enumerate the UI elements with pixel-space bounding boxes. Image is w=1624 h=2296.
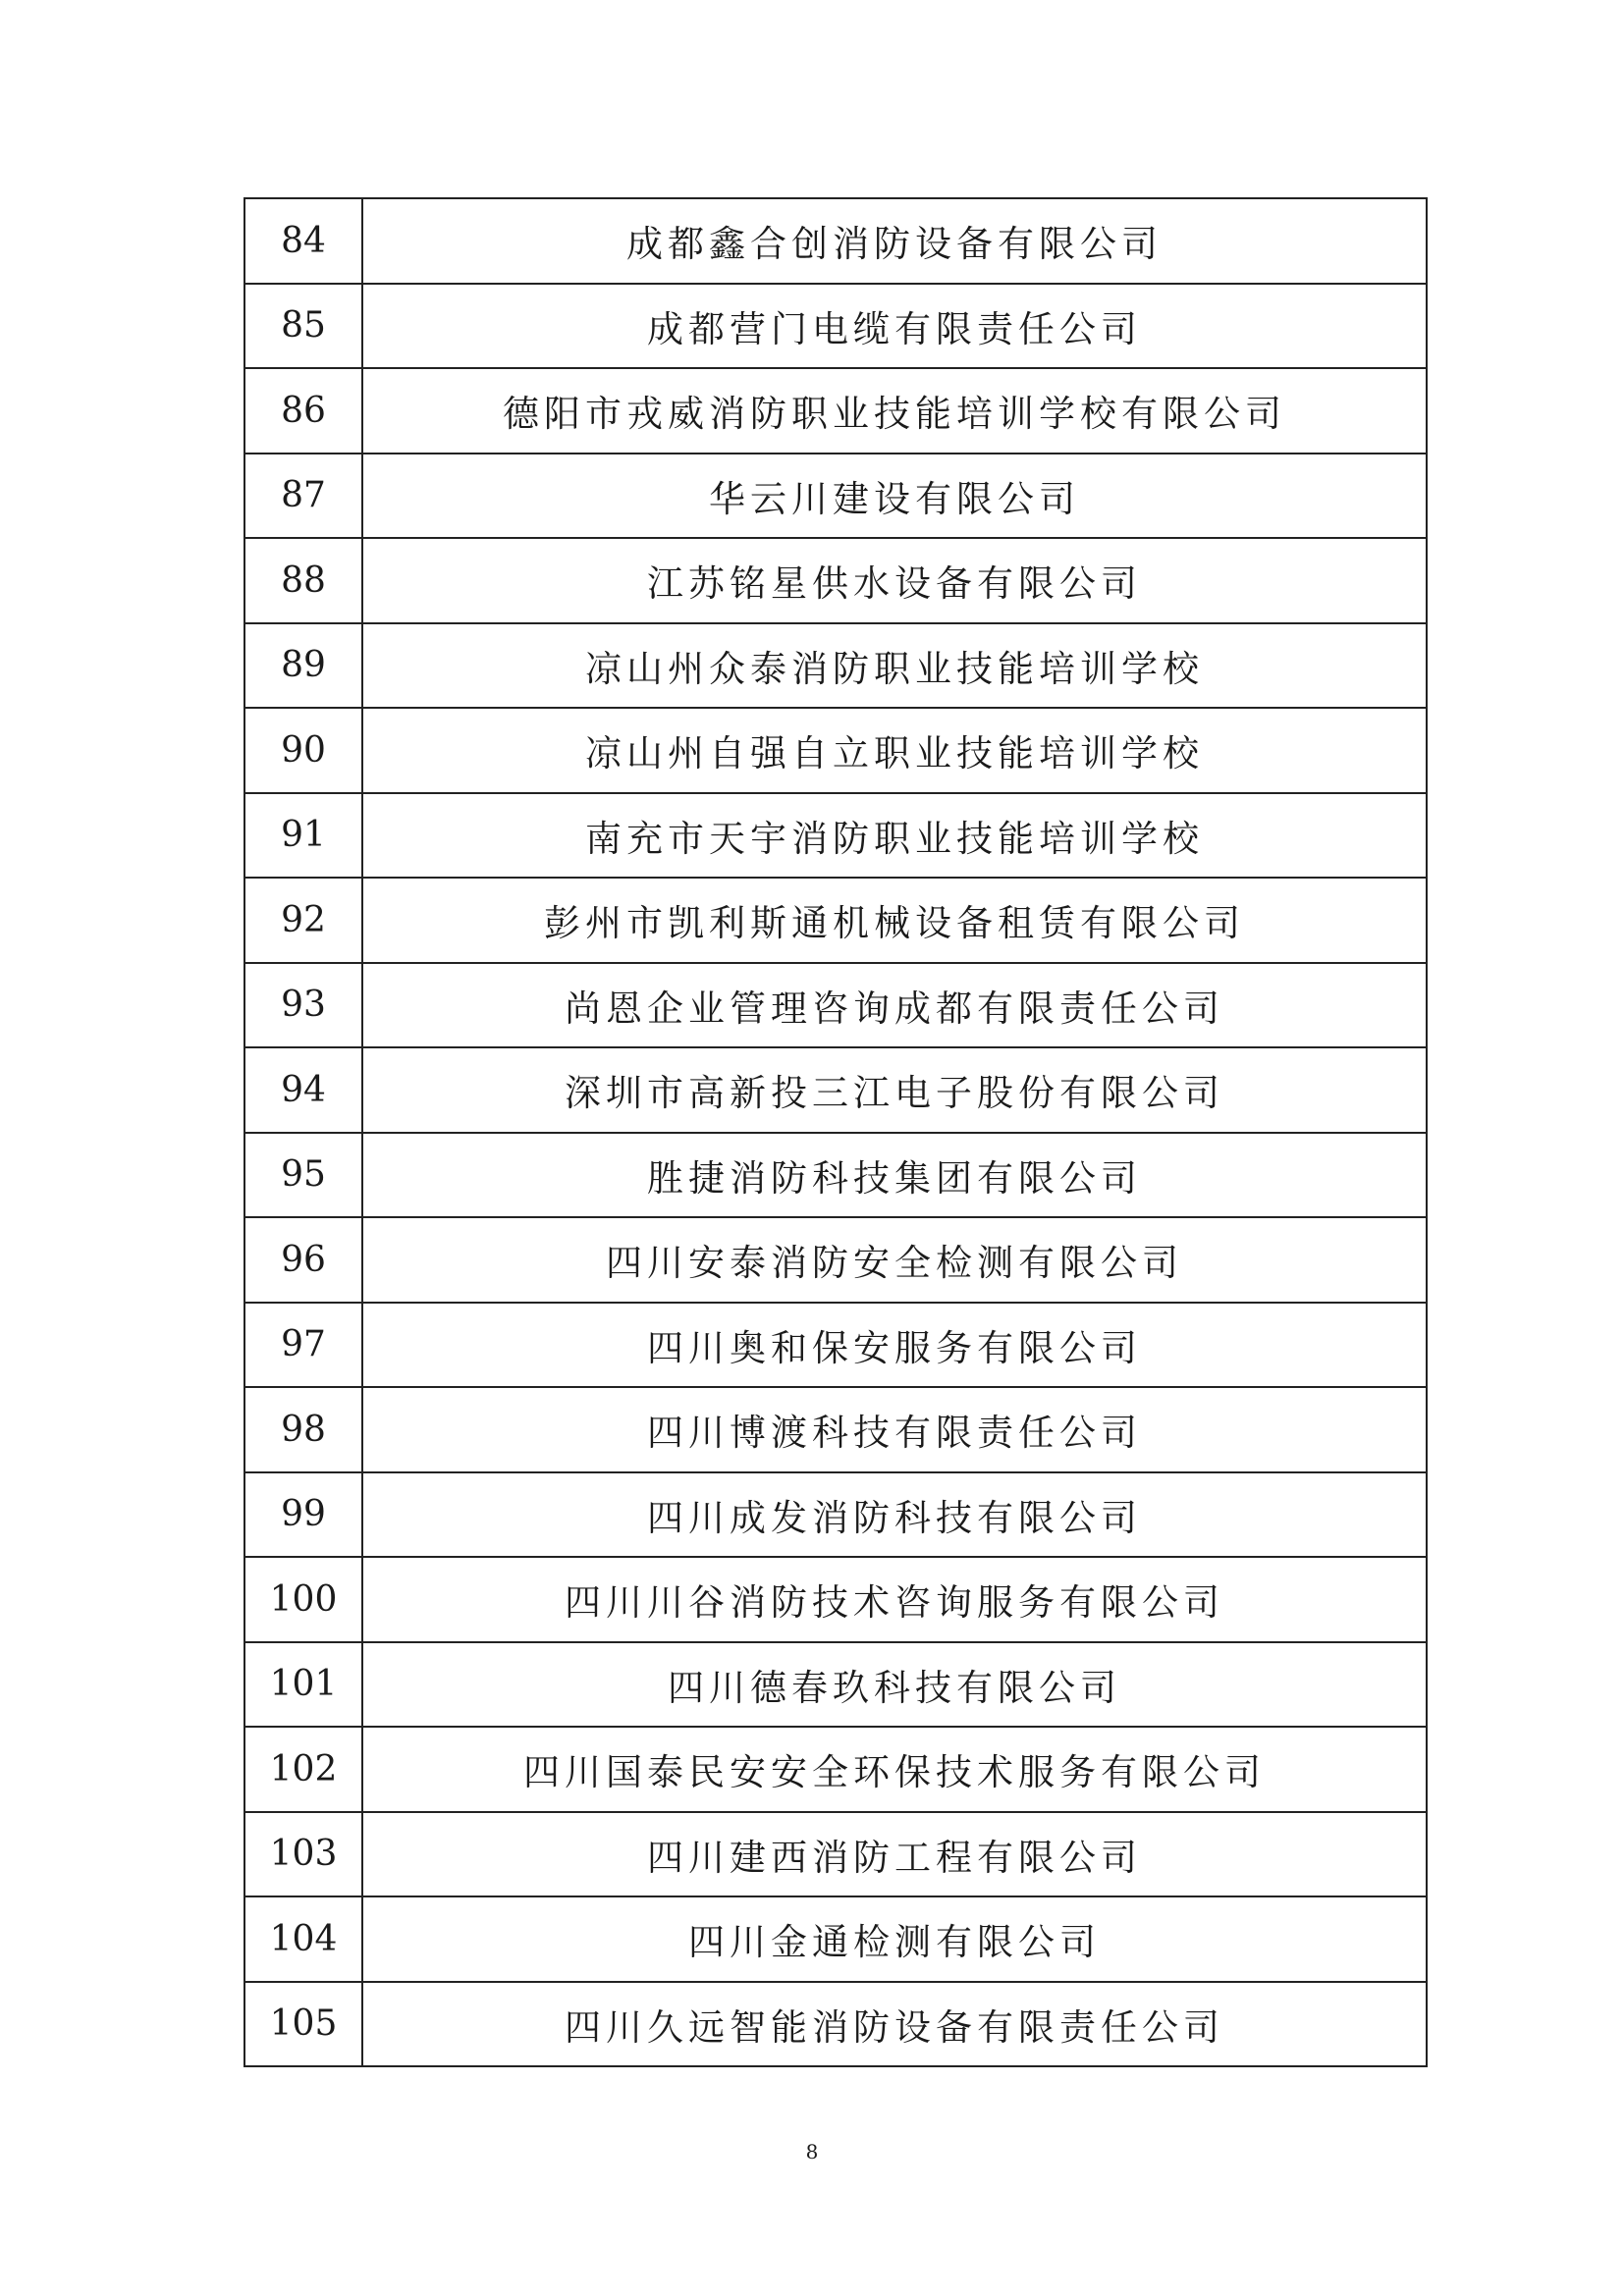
row-number: 85: [244, 284, 362, 369]
row-number: 100: [244, 1557, 362, 1642]
table-row: [244, 1557, 1427, 1642]
row-number: 88: [244, 538, 362, 623]
table-row: [244, 368, 1427, 454]
company-name: 四川德春玖科技有限公司: [362, 1642, 1427, 1728]
row-number: 102: [244, 1727, 362, 1812]
table-row: [244, 623, 1427, 709]
row-number: 86: [244, 368, 362, 454]
row-number: 95: [244, 1133, 362, 1218]
row-number: 93: [244, 963, 362, 1048]
company-list-body: [244, 198, 1427, 2066]
company-name: 四川安泰消防安全检测有限公司: [362, 1217, 1427, 1303]
row-number: 90: [244, 708, 362, 793]
table-row: [244, 1303, 1427, 1388]
table-row: [244, 793, 1427, 879]
row-number: 87: [244, 454, 362, 539]
row-number: 89: [244, 623, 362, 709]
table-row: [244, 1812, 1427, 1897]
table-row: [244, 1217, 1427, 1303]
table-row: [244, 1387, 1427, 1472]
table-row: [244, 1727, 1427, 1812]
table-row: [244, 708, 1427, 793]
company-name: 四川久远智能消防设备有限责任公司: [362, 1982, 1427, 2067]
company-list-table: [244, 197, 1428, 2067]
table-row: [244, 1642, 1427, 1728]
row-number: 94: [244, 1047, 362, 1133]
table-row: [244, 198, 1427, 284]
table-row: [244, 1472, 1427, 1558]
company-name: 深圳市高新投三江电子股份有限公司: [362, 1047, 1427, 1133]
table-row: [244, 1133, 1427, 1218]
company-name: 德阳市戎威消防职业技能培训学校有限公司: [362, 368, 1427, 454]
company-name: 四川国泰民安安全环保技术服务有限公司: [362, 1727, 1427, 1812]
company-name: 江苏铭星供水设备有限公司: [362, 538, 1427, 623]
table-row: [244, 1047, 1427, 1133]
row-number: 92: [244, 878, 362, 963]
company-name: 四川川谷消防技术咨询服务有限公司: [362, 1557, 1427, 1642]
company-name: 四川金通检测有限公司: [362, 1896, 1427, 1982]
row-number: 91: [244, 793, 362, 879]
table-row: [244, 1896, 1427, 1982]
company-name: 华云川建设有限公司: [362, 454, 1427, 539]
company-name: 四川博渡科技有限责任公司: [362, 1387, 1427, 1472]
table-row: [244, 878, 1427, 963]
company-name: 四川奥和保安服务有限公司: [362, 1303, 1427, 1388]
company-name: 胜捷消防科技集团有限公司: [362, 1133, 1427, 1218]
row-number: 84: [244, 198, 362, 284]
company-name: 尚恩企业管理咨询成都有限责任公司: [362, 963, 1427, 1048]
row-number: 97: [244, 1303, 362, 1388]
page-number: 8: [805, 2140, 819, 2163]
company-name: 四川成发消防科技有限公司: [362, 1472, 1427, 1558]
company-name: 彭州市凯利斯通机械设备租赁有限公司: [362, 878, 1427, 963]
table-row: [244, 1982, 1427, 2067]
company-name: 凉山州自强自立职业技能培训学校: [362, 708, 1427, 793]
row-number: 98: [244, 1387, 362, 1472]
row-number: 101: [244, 1642, 362, 1728]
row-number: 105: [244, 1982, 362, 2067]
row-number: 99: [244, 1472, 362, 1558]
row-number: 103: [244, 1812, 362, 1897]
row-number: 104: [244, 1896, 362, 1982]
company-name: 成都营门电缆有限责任公司: [362, 284, 1427, 369]
table-row: [244, 284, 1427, 369]
row-number: 96: [244, 1217, 362, 1303]
company-name: 南充市天宇消防职业技能培训学校: [362, 793, 1427, 879]
company-name: 四川建西消防工程有限公司: [362, 1812, 1427, 1897]
table-row: [244, 538, 1427, 623]
table-row: [244, 454, 1427, 539]
company-name: 凉山州众泰消防职业技能培训学校: [362, 623, 1427, 709]
table-row: [244, 963, 1427, 1048]
company-name: 成都鑫合创消防设备有限公司: [362, 198, 1427, 284]
